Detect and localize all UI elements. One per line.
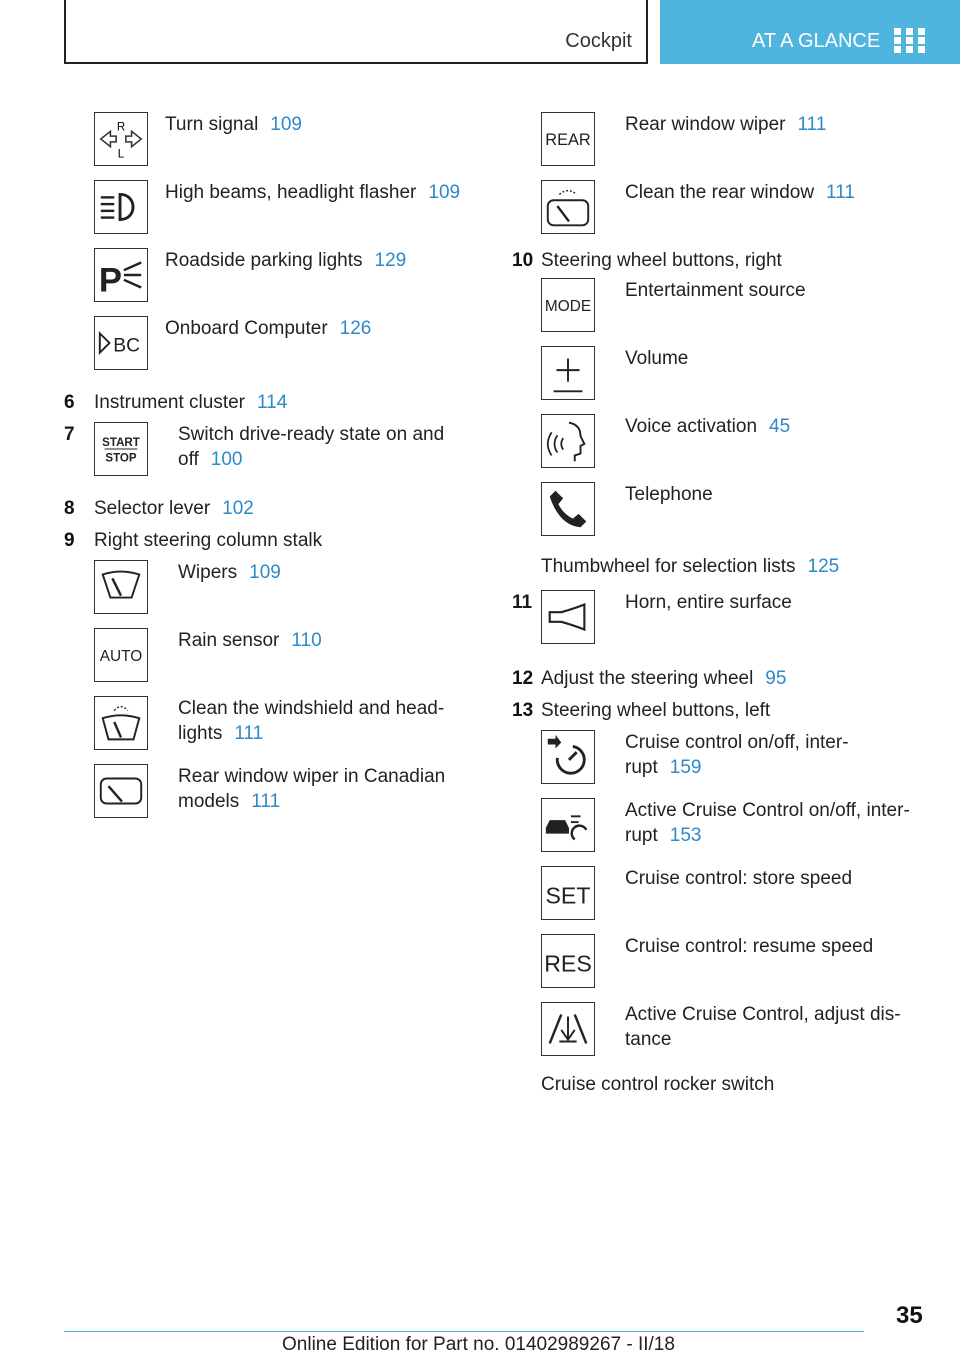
svg-text:RES: RES	[544, 950, 592, 977]
section-title: Cockpit	[565, 30, 632, 52]
list-item	[64, 104, 464, 172]
item-label-line1: Cruise control on/off, inter-	[625, 732, 849, 753]
list-item	[64, 172, 464, 240]
windshield-washer-icon	[94, 696, 148, 750]
item-number: 7	[64, 424, 75, 445]
page-ref-link[interactable]: 153	[669, 825, 702, 846]
item-label: Wipers	[178, 562, 238, 583]
list-item	[512, 696, 932, 728]
item-label-line2: off	[178, 449, 199, 470]
svg-text:R: R	[116, 121, 126, 134]
svg-text:L: L	[117, 148, 125, 161]
page-ref-link[interactable]: 109	[428, 182, 461, 203]
item-label-line2: rupt	[625, 825, 658, 846]
item-label: Volume	[625, 348, 689, 369]
item-label: Cruise control: store speed	[625, 868, 853, 889]
parking-lights-icon	[94, 248, 148, 302]
item-label: Instrument cluster	[94, 392, 245, 413]
high-beam-icon	[94, 180, 148, 234]
list-item	[64, 420, 464, 494]
item-number: 9	[64, 530, 75, 551]
onboard-computer-icon	[94, 316, 148, 370]
list-item	[512, 246, 932, 278]
item-label: Clean the rear window	[625, 182, 815, 203]
list-item	[512, 664, 932, 696]
item-label-line2: rupt	[625, 757, 658, 778]
list-item	[512, 932, 932, 1000]
page-ref-link[interactable]: 159	[669, 757, 702, 778]
item-label-line2: models	[178, 791, 240, 812]
footer-divider	[64, 1331, 864, 1332]
page-ref-link[interactable]: 114	[257, 392, 288, 413]
auto-rain-sensor-icon	[94, 628, 148, 682]
page-ref-link[interactable]: 125	[807, 556, 840, 577]
list-item	[64, 240, 464, 308]
list-item	[64, 558, 464, 626]
item-label: Roadside parking lights	[165, 250, 363, 271]
list-item	[64, 494, 464, 526]
item-number: 10	[512, 250, 534, 271]
item-number: 13	[512, 700, 534, 721]
item-number: 8	[64, 498, 75, 519]
horn-icon	[541, 590, 595, 644]
volume-icon	[541, 346, 595, 400]
svg-text:AUTO: AUTO	[99, 647, 143, 665]
item-label-line1: Clean the windshield and head-	[178, 698, 445, 719]
item-label: Steering wheel buttons, left	[541, 700, 771, 721]
svg-text:MODE: MODE	[544, 297, 592, 315]
item-label-line2: lights	[178, 723, 223, 744]
cruise-control-icon	[541, 730, 595, 784]
svg-text:SET: SET	[545, 882, 591, 909]
svg-text:STOP: STOP	[105, 452, 137, 465]
item-label: Turn signal	[165, 114, 259, 135]
list-item	[512, 172, 932, 240]
item-label: Cruise control rocker switch	[541, 1074, 775, 1095]
list-item	[512, 104, 932, 172]
item-label: Telephone	[625, 484, 713, 505]
set-icon	[541, 866, 595, 920]
item-label: Thumbwheel for selection lists	[541, 556, 796, 577]
item-number: 11	[512, 592, 533, 613]
wiper-icon	[94, 560, 148, 614]
rear-wiper-icon	[541, 112, 595, 166]
svg-text:REAR: REAR	[545, 130, 591, 149]
mode-icon	[541, 278, 595, 332]
item-label: Entertainment source	[625, 280, 806, 301]
page-ref-link[interactable]: 109	[270, 114, 302, 135]
list-item	[64, 694, 464, 762]
list-item	[512, 482, 932, 550]
list-item	[512, 550, 932, 590]
list-item	[512, 346, 932, 414]
telephone-icon	[541, 482, 595, 536]
item-label: Selector lever	[94, 498, 211, 519]
item-number: 12	[512, 668, 534, 689]
turn-signal-icon	[94, 112, 148, 166]
active-cruise-control-icon	[541, 798, 595, 852]
rear-washer-icon	[541, 180, 595, 234]
list-item	[512, 414, 932, 482]
list-item	[64, 626, 464, 694]
footer-edition: Online Edition for Part no. 01402989267 - II/18	[282, 1334, 675, 1355]
page-number: 35	[896, 1302, 923, 1329]
voice-activation-icon	[541, 414, 595, 468]
item-label-line1: Rear window wiper in Canadian	[178, 766, 446, 787]
item-label: Right steering column stalk	[94, 530, 323, 551]
item-label: Adjust the steering wheel	[541, 668, 754, 689]
page-ref-link[interactable]: 45	[769, 416, 791, 437]
item-label: Rain sensor	[178, 630, 280, 651]
svg-text:BC: BC	[113, 335, 141, 357]
list-item	[512, 864, 932, 932]
page-ref-link[interactable]: 111	[826, 182, 855, 203]
item-label: Voice activation	[625, 416, 758, 437]
chapter-tab[interactable]	[660, 0, 960, 64]
page-ref-link[interactable]: 100	[210, 449, 243, 470]
page-ref-link[interactable]: 111	[797, 114, 827, 135]
res-icon	[541, 934, 595, 988]
page-ref-link[interactable]: 111	[251, 791, 281, 812]
distance-icon	[541, 1002, 595, 1056]
page-ref-link[interactable]: 95	[765, 668, 787, 689]
left-column	[64, 104, 464, 830]
list-item	[512, 728, 932, 796]
header-section-box	[64, 0, 648, 64]
item-label-line1: Switch drive-ready state on and	[178, 424, 445, 445]
item-label: High beams, headlight flasher	[165, 182, 417, 203]
right-column	[512, 104, 932, 1118]
chapter-title: AT A GLANCE	[752, 30, 881, 52]
list-item	[64, 526, 464, 558]
list-item	[64, 388, 464, 420]
item-label: Horn, entire surface	[625, 592, 792, 613]
page-ref-link[interactable]: 111	[234, 723, 264, 744]
rear-wiper-canada-icon	[94, 764, 148, 818]
page-ref-link[interactable]: 102	[222, 498, 254, 519]
page-ref-link[interactable]: 126	[339, 318, 372, 339]
list-item	[64, 308, 464, 376]
item-label-line1: Active Cruise Control on/off, inter-	[625, 800, 910, 821]
list-item	[512, 1074, 932, 1118]
item-label-line2: tance	[625, 1029, 672, 1050]
grid-menu-icon[interactable]	[894, 28, 926, 54]
item-label: Onboard Computer	[165, 318, 328, 339]
list-item	[512, 1000, 932, 1078]
item-label: Cruise control: resume speed	[625, 936, 874, 957]
list-item	[512, 796, 932, 864]
item-label-line1: Active Cruise Control, adjust dis-	[625, 1004, 901, 1025]
page-ref-link[interactable]: 109	[249, 562, 281, 583]
item-number: 6	[64, 392, 75, 413]
list-item	[512, 278, 932, 346]
item-label: Rear window wiper	[625, 114, 786, 135]
page-ref-link[interactable]: 110	[291, 630, 322, 651]
list-item	[512, 590, 932, 664]
page-ref-link[interactable]: 129	[374, 250, 407, 271]
item-label: Steering wheel buttons, right	[541, 250, 782, 271]
svg-text:P: P	[98, 261, 122, 300]
list-item	[64, 762, 464, 830]
start-stop-icon	[94, 422, 148, 476]
svg-text:START: START	[102, 437, 140, 450]
